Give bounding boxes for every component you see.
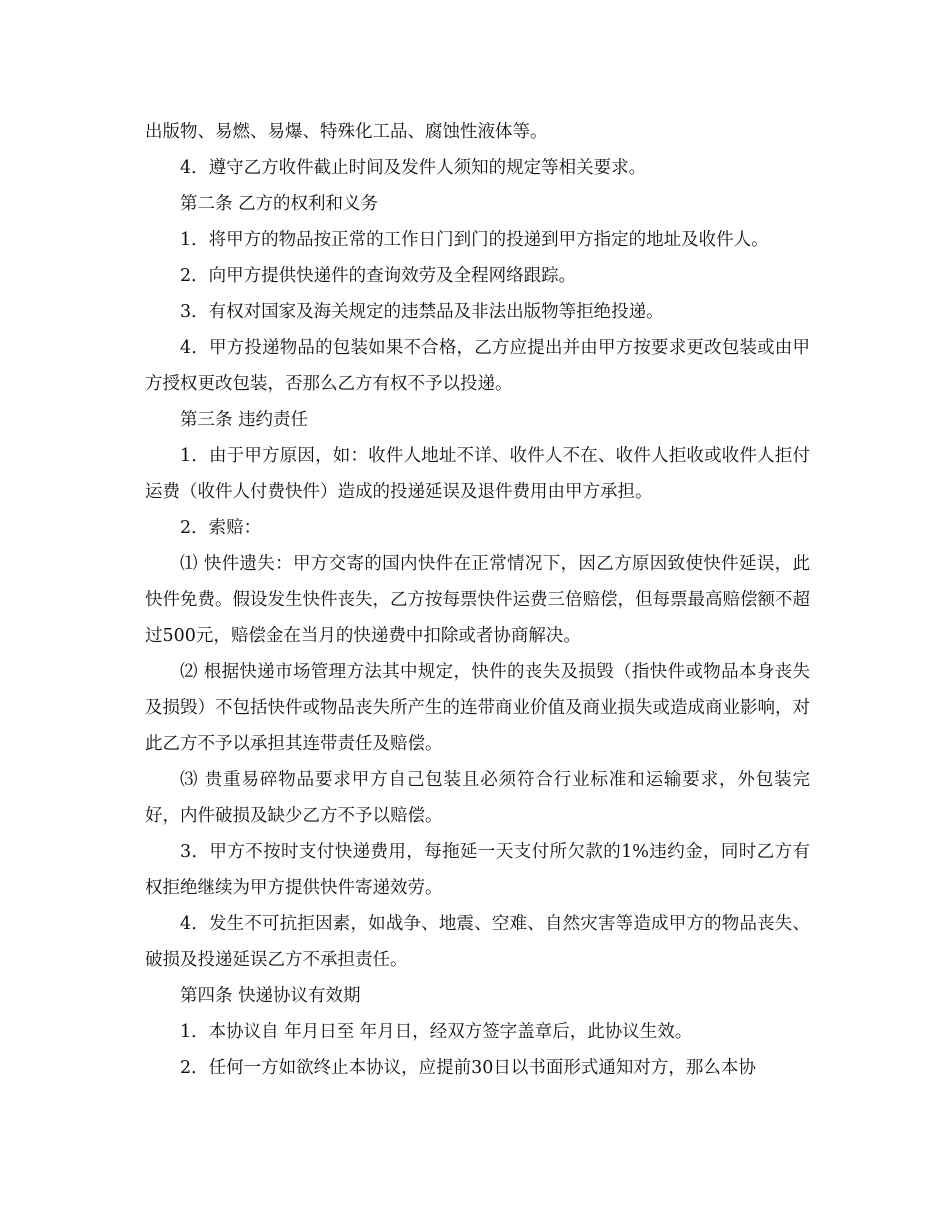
paragraph-article-2-item-3: 3．有权对国家及海关规定的违禁品及非法出版物等拒绝投递。 [180, 302, 664, 322]
paragraph-claim-2: ⑵ 根据快递市场管理方法其中规定，快件的丧失及损毁（指快件或物品本身丧失及损毁）不包括快件或物品丧失所产生的连带商业价值及商业损失或造成商业影响，对此乙方不予以承担其连带责任及赔偿。 [145, 662, 810, 754]
paragraph-article-4-item-2: 2．任何一方如欲终止本协议，应提前30日以书面形式通知对方，那么本协 [180, 1058, 756, 1078]
paragraph-clause-1-item-4: 4．遵守乙方收件截止时间及发件人须知的规定等相关要求。 [180, 158, 647, 178]
document-body [145, 114, 810, 1086]
paragraph-claim-3: ⑶ 贵重易碎物品要求甲方自己包装且必须符合行业标准和运输要求，外包装完好，内件破损及缺少乙方不予以赔偿。 [145, 770, 810, 826]
section-heading-article-4: 第四条 快递协议有效期 [180, 986, 361, 1006]
section-heading-article-2: 第二条 乙方的权利和义务 [180, 194, 379, 214]
paragraph-article-2-item-4: 4．甲方投递物品的包装如果不合格，乙方应提出并由甲方按要求更改包装或由甲方授权更改包装，否那么乙方有权不予以投递。 [145, 338, 810, 394]
paragraph-article-3-item-3: 3．甲方不按时支付快递费用，每拖延一天支付所欠款的1%违约金，同时乙方有权拒绝继续为甲方提供快件寄递效劳。 [145, 842, 810, 898]
paragraph-article-3-item-2: 2．索赔： [180, 518, 262, 538]
paragraph-article-3-item-4: 4．发生不可抗拒因素，如战争、地震、空难、自然灾害等造成甲方的物品丧失、破损及投递延误乙方不承担责任。 [145, 914, 810, 970]
section-heading-article-3: 第三条 违约责任 [180, 410, 309, 430]
paragraph-article-2-item-1: 1．将甲方的物品按正常的工作日门到门的投递到甲方指定的地址及收件人。 [180, 230, 769, 250]
paragraph-article-2-item-2: 2．向甲方提供快递件的查询效劳及全程网络跟踪。 [180, 266, 577, 286]
paragraph-claim-1: ⑴ 快件遗失：甲方交寄的国内快件在正常情况下，因乙方原因致使快件延误，此快件免费。假设发生快件丧失，乙方按每票快件运费三倍赔偿，但每票最高赔偿额不超过500元，赔偿金在当月的快递费中扣除或者协商解决。 [145, 554, 810, 646]
paragraph-article-3-item-1: 1．由于甲方原因，如：收件人地址不详、收件人不在、收件人拒收或收件人拒付运费（收件人付费快件）造成的投递延误及退件费用由甲方承担。 [145, 446, 810, 502]
paragraph-continuation: 出版物、易燃、易爆、特殊化工品、腐蚀性液体等。 [145, 122, 548, 142]
paragraph-article-4-item-1: 1．本协议自 年月日至 年月日，经双方签字盖章后，此协议生效。 [180, 1022, 693, 1042]
